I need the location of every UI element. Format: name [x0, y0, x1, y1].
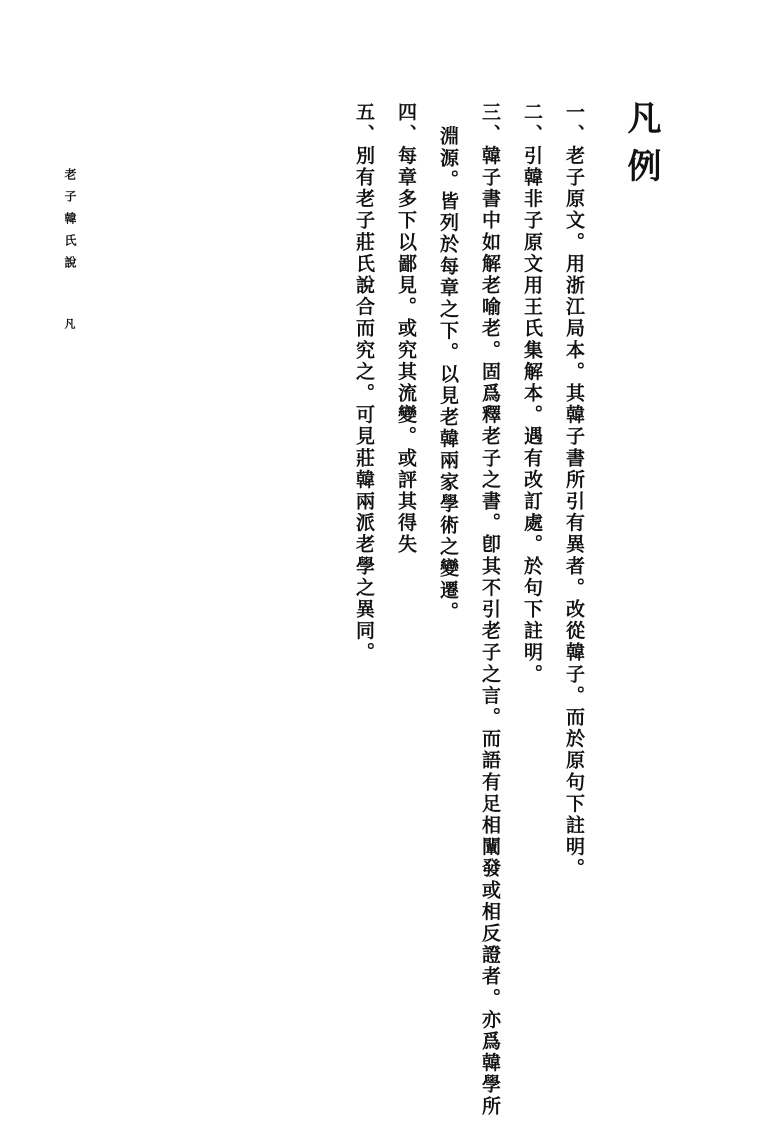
- list-item-5: 五、別有老子莊氏說合而究之。可見莊韓兩派老學之異同。: [353, 102, 375, 664]
- running-head-section: 凡: [63, 318, 76, 329]
- list-item-1: 一、老子原文。用浙江局本。其韓子書所引有異者。改從韓子。而於原句下註明。: [563, 102, 585, 880]
- list-item-2: 二、引韓非子原文用王氏集解本。遇有改訂處。於句下註明。: [521, 102, 543, 686]
- list-item-3-continuation: 淵源。皆列於每章之下。以見老韓兩家學術之變遷。: [437, 126, 459, 623]
- list-item-3: 三、韓子書中如解老喻老。固爲釋老子之書。卽其不引老子之言。而語有足相闡發或相反證者。亦爲韓學所: [479, 102, 501, 1118]
- running-head-book-title: 老子韓氏說: [63, 168, 77, 278]
- list-item-4: 四、每章多下以鄙見。或究其流變。或評其得失: [395, 102, 417, 556]
- page-title: 凡例: [621, 100, 661, 196]
